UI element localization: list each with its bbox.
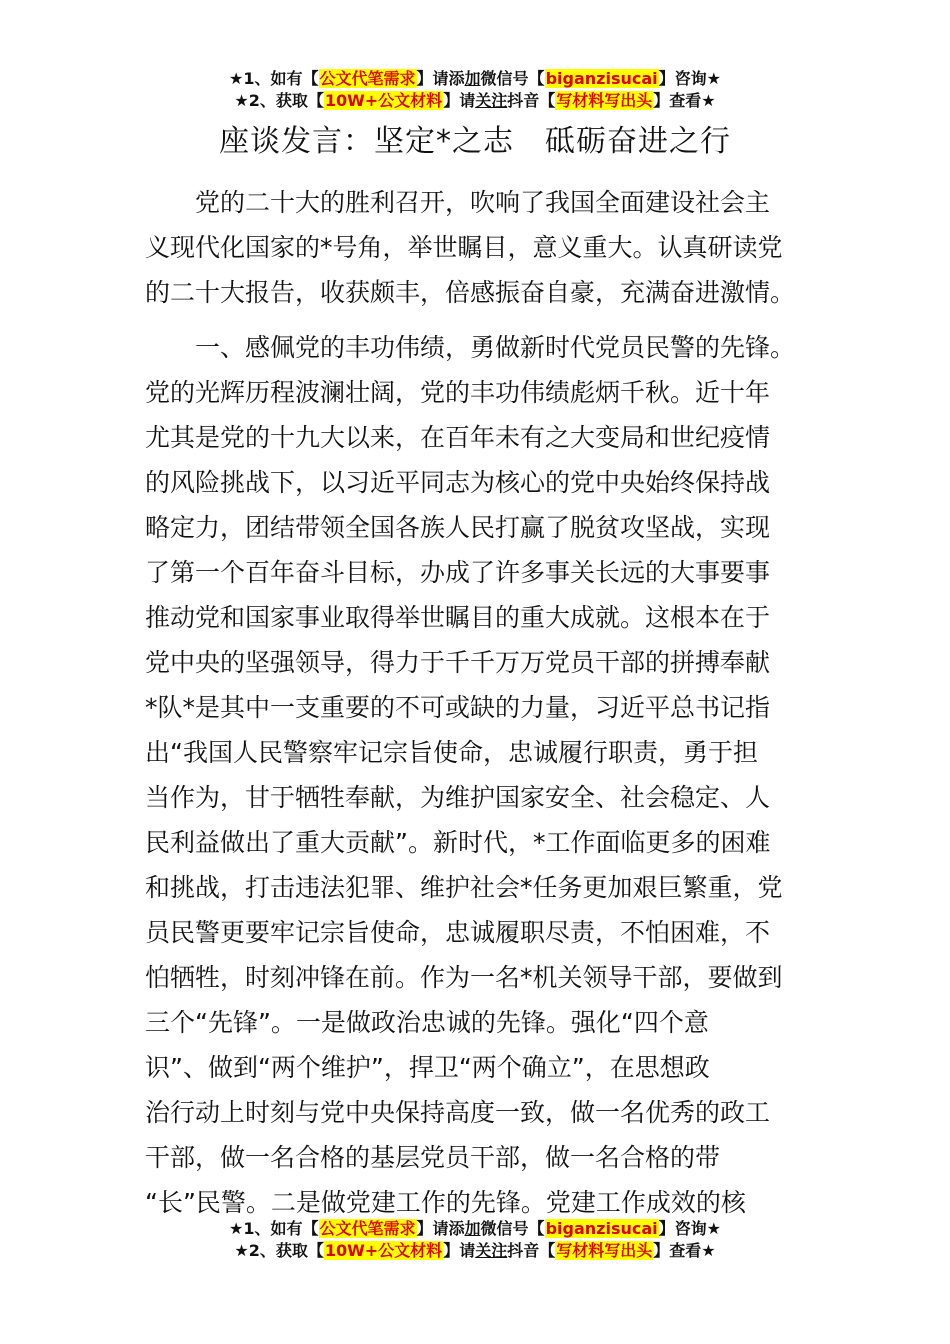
header-banner: [0, 68, 950, 112]
banner-highlight: 10W+公文材料: [324, 1241, 443, 1260]
banner-highlight: 公文代笔需求: [319, 69, 416, 88]
footer-banner: [0, 1218, 950, 1262]
text-line: 当作为，甘于牺牲奉献，为维护国家安全、社会稳定、人: [145, 783, 771, 812]
banner-text: 】请: [443, 1241, 476, 1260]
document-body: [145, 180, 825, 1225]
text-line: 党中央的坚强领导，得力于千千万万党员干部的拼搏奉献: [145, 648, 771, 677]
text-line: 尤其是党的十九大以来，在百年未有之大变局和世纪疫情: [145, 423, 771, 452]
banner-text: 】查看★: [653, 91, 716, 110]
banner-text: 微信号【: [480, 1219, 545, 1238]
banner-underline: 关注: [475, 1241, 508, 1260]
text-line: 三个“先锋”。一是做政治忠诚的先锋。强化“四个意: [145, 1008, 709, 1037]
banner-highlight: 10W+公文材料: [324, 91, 443, 110]
text-line: “长”民警。二是做党建工作的先锋。党建工作成效的核: [145, 1188, 746, 1217]
text-line: 治行动上时刻与党中央保持高度一致，做一名优秀的政工: [145, 1098, 771, 1127]
text-line: 的二十大报告，收获颇丰，倍感振奋自豪，充满奋进激情。: [145, 278, 796, 307]
text-line: 识”、做到“两个维护”，捍卫“两个确立”，在思想政: [145, 1053, 710, 1082]
text-line: 一、感佩党的丰功伟绩，勇做新时代党员民警的先锋。: [145, 333, 796, 362]
banner-line-2: [0, 1240, 950, 1262]
banner-underline: 关注: [475, 91, 508, 110]
banner-underline: 加: [464, 69, 481, 88]
banner-text: 抖音【: [507, 1241, 556, 1260]
text-line: 怕牺牲，时刻冲锋在前。作为一名*机关领导干部，要做到: [145, 963, 783, 992]
banner-text: 】咨询★: [658, 69, 721, 88]
text-line: 出“我国人民警察牢记宗旨使命，忠诚履行职责，勇于担: [145, 738, 758, 767]
banner-text: 抖音【: [507, 91, 556, 110]
text-line: 员民警更要牢记宗旨使命，忠诚履职尽责，不怕困难，不: [145, 918, 771, 947]
banner-highlight: 公文代笔需求: [319, 1219, 416, 1238]
banner-line-1: [0, 68, 950, 90]
banner-line-2: [0, 90, 950, 112]
banner-text: 】咨询★: [658, 1219, 721, 1238]
text-line: 干部，做一名合格的基层党员干部，做一名合格的带: [145, 1143, 721, 1172]
banner-wechat-id: biganzisucai: [545, 69, 658, 88]
banner-text: ★1、如有【: [229, 69, 319, 88]
banner-text: ★2、获取【: [234, 1241, 324, 1260]
text-line: 的风险挑战下，以习近平同志为核心的党中央始终保持战: [145, 468, 771, 497]
text-line: 略定力，团结带领全国各族人民打赢了脱贫攻坚战，实现: [145, 513, 771, 542]
document-title: 座谈发言：坚定*之志 砥砺奋进之行: [219, 124, 731, 159]
text-line: 了第一个百年奋斗目标，办成了许多事关长远的大事要事: [145, 558, 771, 587]
banner-line-1: [0, 1218, 950, 1240]
banner-douyin-id: 写材料写出头: [556, 91, 653, 110]
text-line: 推动党和国家事业取得举世瞩目的重大成就。这根本在于: [145, 603, 771, 632]
text-line: 党的二十大的胜利召开，吹响了我国全面建设社会主: [145, 188, 771, 217]
paragraph-intro: [145, 180, 825, 315]
text-line: 民利益做出了重大贡献”。新时代，*工作面临更多的困难: [145, 828, 771, 857]
banner-text: 】请: [443, 91, 476, 110]
banner-text: 】查看★: [653, 1241, 716, 1260]
banner-underline: 加: [464, 1219, 481, 1238]
banner-text: 】请添: [416, 1219, 465, 1238]
banner-text: 】请添: [416, 69, 465, 88]
banner-wechat-id: biganzisucai: [545, 1219, 658, 1238]
text-line: *队*是其中一支重要的不可或缺的力量，习近平总书记指: [145, 693, 771, 722]
paragraph-section-1: [145, 325, 825, 1225]
text-line: 党的光辉历程波澜壮阔，党的丰功伟绩彪炳千秋。近十年: [145, 378, 771, 407]
banner-text: ★2、获取【: [234, 91, 324, 110]
banner-douyin-id: 写材料写出头: [556, 1241, 653, 1260]
banner-text: ★1、如有【: [229, 1219, 319, 1238]
text-line: 和挑战，打击违法犯罪、维护社会*任务更加艰巨繁重，党: [145, 873, 783, 902]
banner-text: 微信号【: [480, 69, 545, 88]
text-line: 义现代化国家的*号角，举世瞩目，意义重大。认真研读党: [145, 233, 783, 262]
